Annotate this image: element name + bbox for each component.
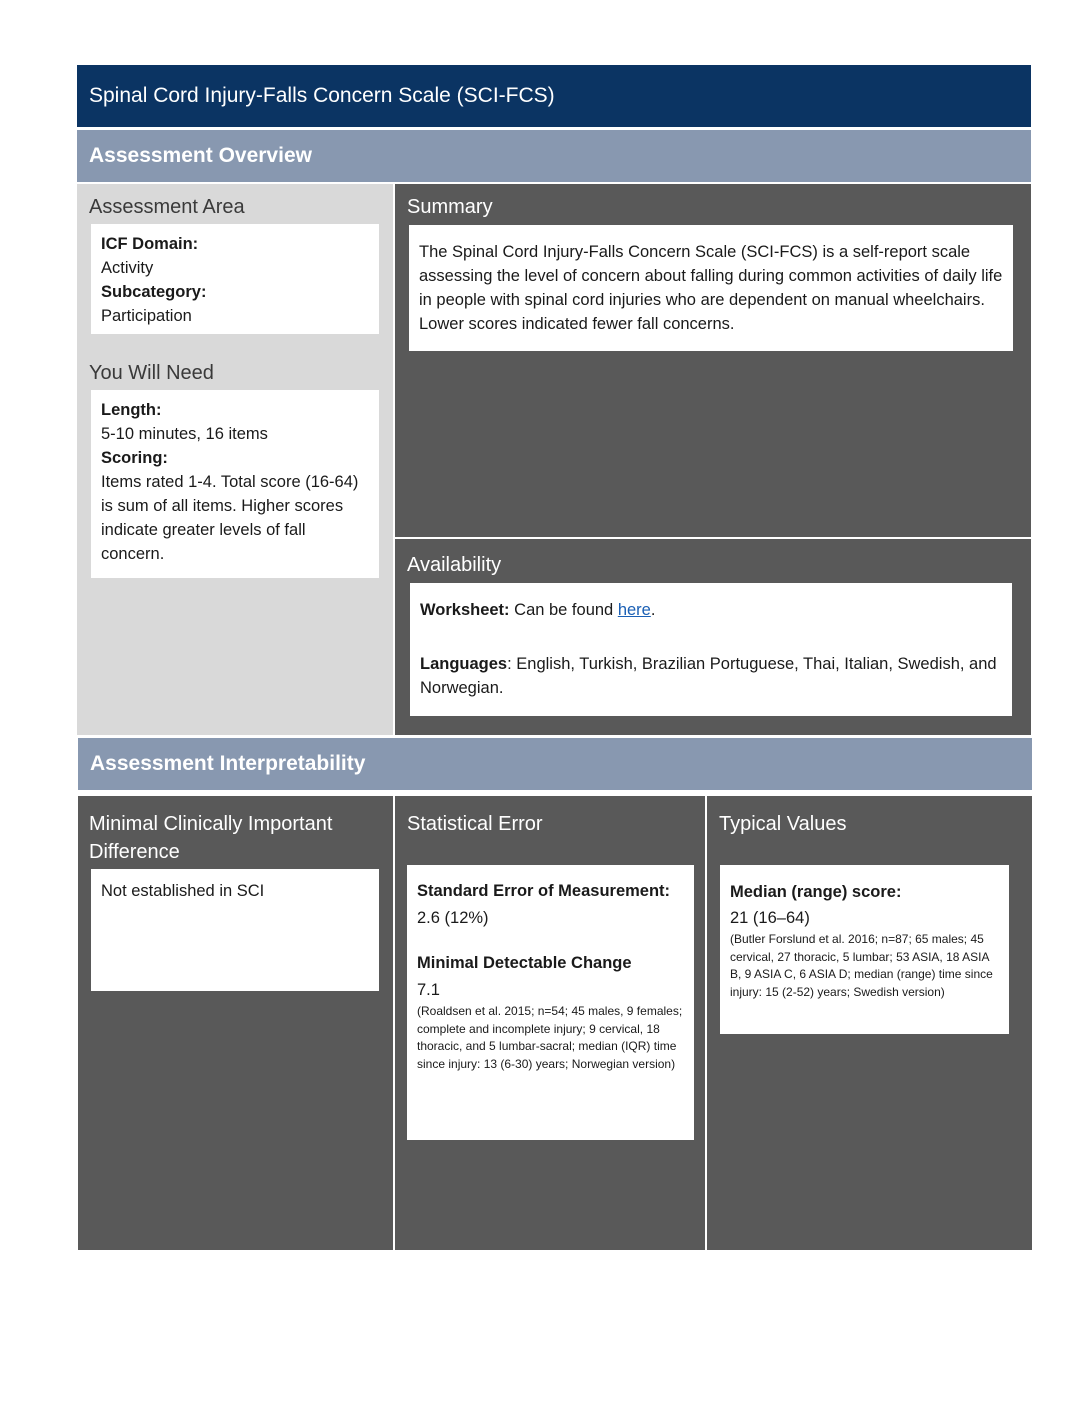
- overview-section-header: Assessment Overview: [77, 130, 1031, 182]
- subcategory-value: Participation: [101, 307, 192, 325]
- interpretability-section-header: Assessment Interpretability: [78, 738, 1032, 790]
- summary-card: [409, 225, 1013, 351]
- availability-panel: [395, 539, 1031, 735]
- worksheet-line: [420, 598, 1002, 622]
- length-value: 5-10 minutes, 16 items: [101, 425, 268, 443]
- summary-text: The Spinal Cord Injury-Falls Concern Scale (SCI-FCS) is a self-report scale assessing the level of concern about falling during common activities of daily life in people with spinal cord injuries who are dependent on manual wheelchairs. Lower scores indicated fewer fall concerns.: [419, 243, 1003, 333]
- mdc-label: Minimal Detectable Change: [417, 954, 632, 972]
- scoring-label: Scoring:: [101, 449, 168, 467]
- subcategory-label: Subcategory:: [101, 283, 207, 301]
- typical-values-citation: (Butler Forslund et al. 2016; n=87; 65 males; 45 cervical, 27 thoracic, 5 lumbar; 53 ASIA, 18 ASIA B, 9 ASIA C, 6 ASIA D; median (range) time since injury: 15 (2-52) years; Swedish version): [730, 932, 993, 999]
- worksheet-label: Worksheet:: [420, 601, 510, 619]
- sem-label: Standard Error of Measurement:: [417, 882, 671, 900]
- typical-values-card: [720, 865, 1009, 1034]
- mdc-value: 7.1: [417, 981, 440, 999]
- mcid-heading: Minimal Clinically Important Difference: [89, 813, 333, 863]
- page-title: Spinal Cord Injury-Falls Concern Scale (SCI-FCS): [77, 65, 1031, 127]
- worksheet-link[interactable]: here: [617, 601, 651, 619]
- median-value: 21 (16–64): [730, 909, 810, 927]
- languages-text: : English, Turkish, Brazilian Portuguese, Thai, Italian, Swedish, and Norwegian.: [420, 655, 997, 697]
- you-will-need-heading: You Will Need: [89, 362, 214, 384]
- summary-panel: [395, 184, 1031, 537]
- assessment-area-card: [91, 224, 379, 334]
- languages-label: Languages: [420, 655, 508, 673]
- assessment-area-heading: Assessment Area: [89, 196, 245, 218]
- mcid-card: [91, 869, 379, 991]
- statistical-error-panel: [395, 796, 705, 1250]
- median-label: Median (range) score:: [730, 883, 902, 901]
- worksheet-text: Can be found: [509, 601, 618, 619]
- worksheet-end: .: [650, 601, 656, 619]
- summary-heading: Summary: [407, 196, 493, 218]
- statistical-error-citation: (Roaldsen et al. 2015; n=54; 45 males, 9 females; complete and incomplete injury; 9 cervical, 18 thoracic, and 5 lumbar-sacral; median (IQR) time since injury: 13 (6-30) years; Norwegian version): [417, 1004, 683, 1071]
- scoring-value: Items rated 1-4. Total score (16-64) is sum of all items. Higher scores indicate greater levels of fall concern.: [101, 473, 359, 563]
- mcid-text: Not established in SCI: [101, 882, 265, 900]
- statistical-error-heading: Statistical Error: [407, 813, 543, 835]
- availability-card: [410, 583, 1012, 716]
- length-label: Length:: [101, 401, 162, 419]
- mcid-panel: [78, 796, 393, 1250]
- you-will-need-card: [91, 390, 379, 578]
- statistical-error-card: [407, 865, 694, 1140]
- availability-heading: Availability: [407, 554, 502, 576]
- sem-value: 2.6 (12%): [417, 909, 489, 927]
- assessment-area-panel: [77, 184, 393, 735]
- typical-values-heading: Typical Values: [719, 813, 847, 835]
- typical-values-panel: [707, 796, 1032, 1250]
- languages-line: [420, 652, 1002, 700]
- icf-domain-label: ICF Domain:: [101, 235, 199, 253]
- icf-domain-value: Activity: [101, 259, 154, 277]
